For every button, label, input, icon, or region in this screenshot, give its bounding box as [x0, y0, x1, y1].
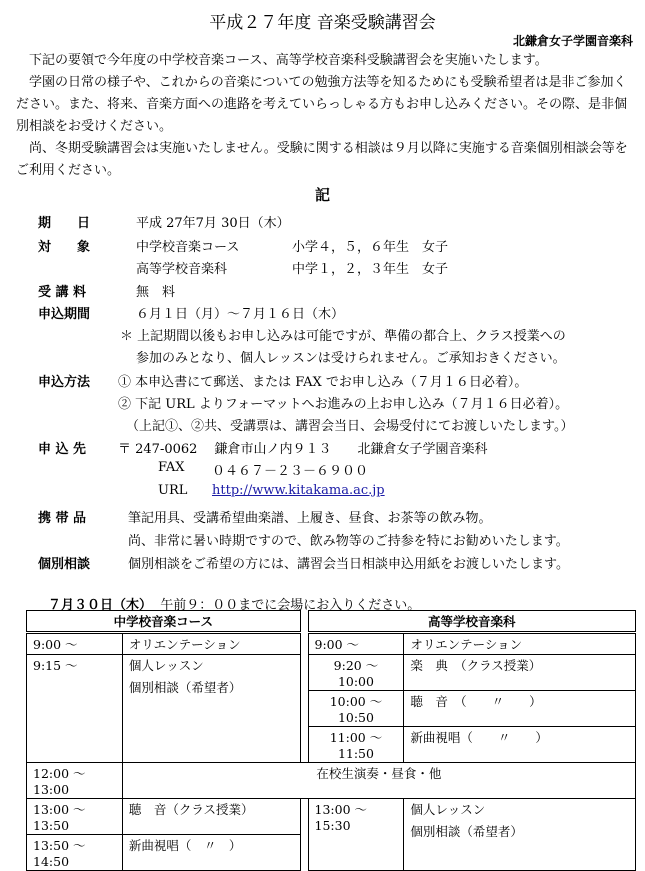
target-label: 対 象	[38, 240, 91, 255]
activity-cell: 新曲視唱（ 〃 ）	[404, 727, 636, 763]
fax-label: FAX	[158, 460, 185, 475]
jh-header: 中学校音楽コース	[27, 611, 301, 633]
method-item: ① 本申込書にて郵送、または FAX でお申し込み（７月１６日必着）。	[118, 375, 528, 390]
schedule-day: ７月３０日（木）	[48, 598, 153, 613]
activity-cell: 楽 典 （クラス授業）	[404, 655, 636, 691]
fee-value: 無 料	[136, 285, 176, 300]
activity-cell: 聴 音 （ 〃 ）	[404, 691, 636, 727]
time-cell: 12:00 ～ 13:00	[27, 763, 123, 799]
website-link[interactable]: http://www.kitakama.ac.jp	[212, 483, 385, 498]
fee-label: 受 講 料	[38, 285, 87, 300]
address-line: 〒 247-0062 鎌倉市山ノ内９１３ 北鎌倉女子学園音楽科	[118, 442, 488, 457]
target-grades: 中学１，２，３年生 女子	[292, 262, 449, 277]
period-value: ６月１日（月）～７月１６日（木）	[136, 307, 345, 322]
period-label: 申込期間	[38, 307, 91, 322]
activity-line: 個別相談（希望者）	[128, 680, 242, 695]
time-cell: 9:20 ～ 10:00	[308, 655, 404, 691]
consult-label: 個別相談	[38, 557, 91, 572]
target-grades: 小学４，５，６年生 女子	[292, 240, 449, 255]
table-row	[27, 799, 636, 835]
time-cell: 9:00 ～	[308, 633, 404, 655]
intro-paragraph: 尚、冬期受験講習会は実施いたしません。受験に関する相談は９月以降に実施する音楽個別相談会等をご利用ください。	[16, 141, 628, 178]
address-label: 申 込 先	[38, 442, 87, 457]
intro-text	[16, 50, 631, 182]
time-cell: 13:50 ～ 14:50	[27, 835, 123, 871]
activity-cell: 新曲視唱（ 〃 ）	[122, 835, 300, 871]
time-cell: 10:00 ～ 10:50	[308, 691, 404, 727]
target-course: 中学校音楽コース	[136, 240, 240, 255]
hs-header: 高等学校音楽科	[308, 611, 635, 633]
method-label: 申込方法	[38, 375, 91, 390]
intro-paragraph: 学園の日常の様子や、これからの音楽についての勉強方法等を知るためにも受験希望者は是非ご参加ください。また、将来、音楽方面への進路を考えていらっしゃる方もお申し込みください。その際、是非個別相談をお受けください。	[16, 75, 628, 134]
method-item: ② 下記 URL よりフォーマットへお進みの上お申し込み（７月１６日必着）。	[118, 397, 569, 412]
activity-line: 個人レッスン	[128, 658, 204, 673]
activity-cell	[404, 799, 636, 871]
period-note: 参加のみとなり、個人レッスンは受けられません。ご承知おきください。	[136, 351, 566, 366]
intro-paragraph: 下記の要領で今年度の中学校音楽コース、高等学校音楽科受験講習会を実施いたします。	[29, 53, 548, 68]
activity-cell: 聴 音（クラス授業）	[122, 799, 300, 835]
table-row	[27, 633, 636, 655]
time-cell: 13:00 ～ 15:30	[308, 799, 404, 871]
table-row	[27, 763, 636, 799]
column-gap	[300, 655, 308, 763]
bring-item: 筆記用具、受講希望曲楽譜、上履き、昼食、お茶等の飲み物。	[128, 511, 492, 526]
time-cell: 9:00 ～	[27, 633, 123, 655]
date-label: 期 日	[38, 216, 91, 231]
organization-name: 北鎌倉女子学園音楽科	[512, 34, 633, 48]
bring-note: 尚、非常に暑い時期ですので、飲み物等のご持参を特にお勧めいたします。	[128, 534, 569, 549]
column-gap	[300, 611, 308, 633]
ki-heading: 記	[314, 186, 330, 204]
time-cell: 9:15 ～	[27, 655, 123, 763]
activity-cell: 在校生演奏・昼食・他	[122, 763, 635, 799]
activity-cell: オリエンテーション	[122, 633, 300, 655]
activity-line: 個別相談（希望者）	[410, 824, 523, 839]
consult-value: 個別相談をご希望の方には、講習会当日相談申込用紙をお渡しいたします。	[128, 557, 569, 572]
schedule-table	[26, 610, 636, 871]
column-gap	[300, 799, 308, 871]
fax-number: ０４６７－２３－６９００	[212, 464, 369, 479]
time-cell: 11:00 ～ 11:50	[308, 727, 404, 763]
page-title: 平成２７年度 音楽受験講習会	[209, 13, 436, 33]
table-row	[27, 611, 636, 633]
url-label: URL	[158, 483, 188, 498]
schedule-note: 午前９：００までに会場にお入りください。	[160, 598, 421, 613]
period-note: ＊ 上記期間以後もお申し込みは可能ですが、準備の都合上、クラス授業への	[120, 329, 566, 344]
target-course: 高等学校音楽科	[136, 262, 228, 277]
method-note: （上記①、②共、受講票は、講習会当日、会場受付にてお渡しいたします。）	[126, 419, 574, 434]
column-gap	[300, 633, 308, 655]
table-row	[27, 655, 636, 691]
activity-line: 個人レッスン	[410, 802, 486, 817]
time-cell: 13:00 ～ 13:50	[27, 799, 123, 835]
activity-cell	[122, 655, 300, 763]
activity-cell: オリエンテーション	[404, 633, 636, 655]
date-value: 平成 27年7月 30日（木）	[136, 216, 290, 231]
bring-label: 携 帯 品	[38, 511, 87, 526]
